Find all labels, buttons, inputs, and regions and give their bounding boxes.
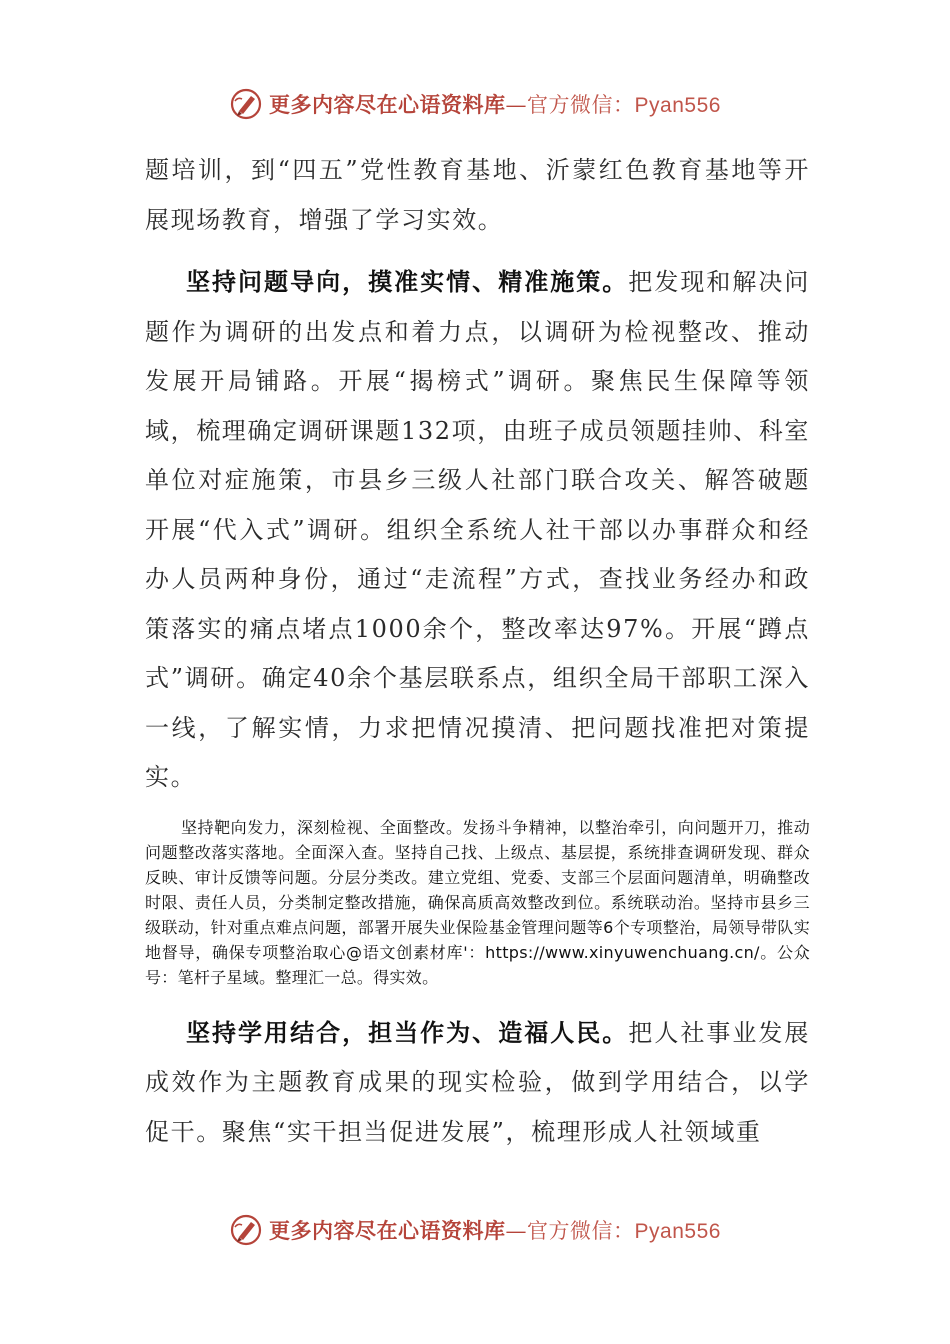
footer-site-name: 更多内容尽在心语资料库 [269,1218,506,1243]
footer-dash: — [505,1219,528,1243]
paragraph-learning-application [145,1008,810,1158]
paragraph-continuation: 题培训，到“四五”党性教育基地、沂蒙红色教育基地等开展现场教育，增强了学习实效。 [145,156,810,234]
header-banner [0,84,950,124]
header-dash: — [505,93,528,117]
header-banner-text [269,89,721,119]
header-wechat-id: Pyan556 [634,94,721,117]
pen-circle-logo-icon [229,87,263,121]
footer-banner-text [269,1215,721,1245]
paragraph-lead-heading: 坚持学用结合，担当作为、造福人民。 [186,1017,629,1047]
footer-wechat-label: 官方微信： [527,1219,635,1243]
footer-wechat-id: Pyan556 [634,1220,721,1243]
paragraph-problem-oriented [145,257,810,803]
header-wechat-label: 官方微信： [527,93,635,117]
pen-circle-logo-icon [229,1213,263,1247]
header-site-name: 更多内容尽在心语资料库 [269,92,506,117]
paragraph-body-text: 把发现和解决问题作为调研的出发点和着力点，以调研为检视整改、推动发展开局铺路。开展“揭榜式”调研。聚焦民生保障等领域，梳理确定调研课题132项，由班子成员领题挂帅、科室单位对症施策，市县乡三级人社部门联合攻关、解答破题开展“代入式”调研。组织全系统人社干部以办事群众和经办人员两种身份，通过“走流程”方式，查找业务经办和政策落实的痛点堵点1000余个，整改率达97%。开展“蹲点式”调研。确定40余个基层联系点，组织全局干部职工深入一线，了解实情，力求把情况摸清、把问题找准把对策提实。 [145,268,811,791]
inserted-note-paragraph: 坚持靶向发力，深刻检视、全面整改。发扬斗争精神，以整治牵引，向问题开刀，推动问题整改落实落地。全面深入查。坚持自己找、上级点、基层提，系统排查调研发现、群众反映、审计反馈等问题。分层分类改。建立党组、党委、支部三个层面问题清单，明确整改时限、责任人员，分类制定整改措施，确保高质高效整改到位。系统联动治。坚持市县乡三级联动，针对重点难点问题，部署开展失业保险基金管理问题等6个专项整治，局领导带队实地督导，确保专项整治取心@语文创素材库'：https://www.xinyuwenchuang.cn/。公众号：笔杆子星域。整理汇一总。得实效。 [145,817,810,987]
document-body [145,146,810,1157]
paragraph-lead-heading: 坚持问题导向，摸准实情、精准施策。 [186,267,629,296]
paragraph-body-text: 把人社事业发展成效作为主题教育成果的现实检验，做到学用结合，以学促干。聚焦“实干担当促进发展”，梳理形成人社领域重 [145,1018,810,1146]
footer-banner [0,1210,950,1250]
inserted-note-block [145,815,810,990]
